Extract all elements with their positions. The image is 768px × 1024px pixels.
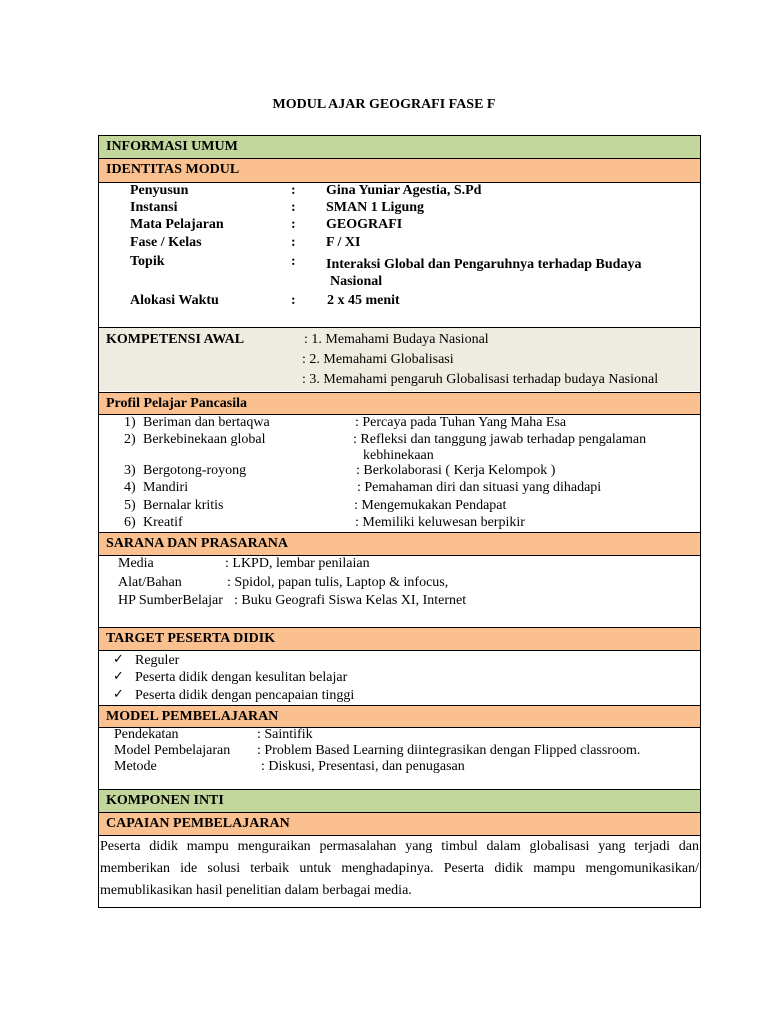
model-value: : Problem Based Learning diintegrasikan dengan Flipped classroom. — [257, 743, 641, 758]
kompetensi-item: : 2. Memahami Globalisasi — [302, 352, 454, 367]
identitas-colon: : — [291, 235, 296, 250]
identitas-modul-header: IDENTITAS MODUL — [99, 159, 700, 183]
profil-desc: : Percaya pada Tuhan Yang Maha Esa — [355, 415, 567, 430]
profil-desc-cont: kebhinekaan — [363, 448, 434, 463]
profil-name: Berkebinekaan global — [143, 432, 266, 447]
sarana-value: : LKPD, lembar penilaian — [225, 556, 370, 571]
profil-number: 5) — [124, 498, 136, 513]
sarana-label: Alat/Bahan — [118, 575, 182, 590]
profil-number: 2) — [124, 432, 136, 447]
kompetensi-awal-header: KOMPETENSI AWAL — [106, 332, 245, 347]
identitas-value: GEOGRAFI — [326, 217, 403, 232]
identitas-label: Topik — [130, 254, 165, 269]
profil-desc: : Pemahaman diri dan situasi yang dihadapi — [357, 480, 602, 495]
identitas-colon: : — [291, 200, 296, 215]
identitas-value: F / XI — [326, 235, 361, 250]
identitas-label: Penyusun — [130, 183, 189, 198]
page-title: MODUL AJAR GEOGRAFI FASE F — [272, 97, 496, 112]
profil-number: 4) — [124, 480, 136, 495]
identitas-value: 2 x 45 menit — [327, 293, 400, 308]
profil-name: Bernalar kritis — [143, 498, 224, 513]
kompetensi-item: : 3. Memahami pengaruh Globalisasi terhadap budaya Nasional — [302, 372, 659, 387]
identitas-label: Fase / Kelas — [130, 235, 202, 250]
sarana-label: HP SumberBelajar — [118, 593, 223, 608]
sarana-header: SARANA DAN PRASARANA — [99, 532, 700, 556]
identitas-value-cont: Nasional — [330, 274, 383, 289]
model-value: : Saintifik — [257, 727, 313, 742]
target-item: Peserta didik dengan kesulitan belajar — [135, 670, 348, 685]
model-value: : Diskusi, Presentasi, dan penugasan — [261, 759, 465, 774]
model-header: MODEL PEMBELAJARAN — [99, 705, 700, 728]
check-icon: ✓ — [113, 686, 124, 701]
sarana-value: : Buku Geografi Siswa Kelas XI, Internet — [234, 593, 467, 608]
identitas-label: Instansi — [130, 200, 178, 215]
identitas-colon: : — [291, 217, 296, 232]
identitas-colon: : — [291, 293, 296, 308]
identitas-colon: : — [291, 183, 296, 198]
target-item: Reguler — [135, 653, 180, 668]
profil-name: Beriman dan bertaqwa — [143, 415, 270, 430]
profil-header: Profil Pelajar Pancasila — [99, 392, 700, 415]
identitas-value: Gina Yuniar Agestia, S.Pd — [326, 183, 482, 198]
model-label: Model Pembelajaran — [114, 743, 231, 758]
profil-number: 1) — [124, 415, 136, 430]
target-item: Peserta didik dengan pencapaian tinggi — [135, 688, 355, 703]
check-icon: ✓ — [113, 651, 124, 666]
profil-number: 6) — [124, 515, 136, 530]
identitas-colon: : — [291, 254, 296, 269]
komponen-inti-header: KOMPONEN INTI — [99, 789, 700, 813]
sarana-label: Media — [118, 556, 154, 571]
model-label: Pendekatan — [114, 727, 179, 742]
kompetensi-awal-section — [99, 328, 700, 391]
profil-desc: : Berkolaborasi ( Kerja Kelompok ) — [356, 463, 556, 478]
sarana-value: : Spidol, papan tulis, Laptop & infocus, — [227, 575, 449, 590]
kompetensi-item: : 1. Memahami Budaya Nasional — [304, 332, 489, 347]
model-label: Metode — [114, 759, 157, 774]
profil-desc: : Memiliki keluwesan berpikir — [355, 515, 525, 530]
identitas-label: Alokasi Waktu — [130, 293, 219, 308]
identitas-label: Mata Pelajaran — [130, 217, 224, 232]
profil-name: Mandiri — [143, 480, 189, 495]
check-icon: ✓ — [113, 668, 124, 683]
target-header: TARGET PESERTA DIDIK — [99, 627, 700, 651]
capaian-paragraph: Peserta didik mampu menguraikan permasalahan yang timbul dalam globalisasi yang terjadi dan memberikan ide solusi terbaik untuk menghadapinya. Peserta didik mampu mengomunikasikan/ memublikasikan hasil penelitian dalam berbagai media. — [100, 839, 699, 898]
profil-desc: : Refleksi dan tanggung jawab terhadap pengalaman — [353, 432, 647, 447]
identitas-value: SMAN 1 Ligung — [326, 200, 425, 215]
profil-desc: : Mengemukakan Pendapat — [354, 498, 507, 513]
profil-name: Bergotong-royong — [143, 463, 247, 478]
identitas-value: Interaksi Global dan Pengaruhnya terhadap Budaya — [326, 257, 642, 272]
module-table — [98, 135, 701, 908]
profil-name: Kreatif — [143, 515, 183, 530]
profil-number: 3) — [124, 463, 136, 478]
informasi-umum-header: INFORMASI UMUM — [99, 136, 700, 159]
capaian-header: CAPAIAN PEMBELAJARAN — [99, 813, 700, 836]
